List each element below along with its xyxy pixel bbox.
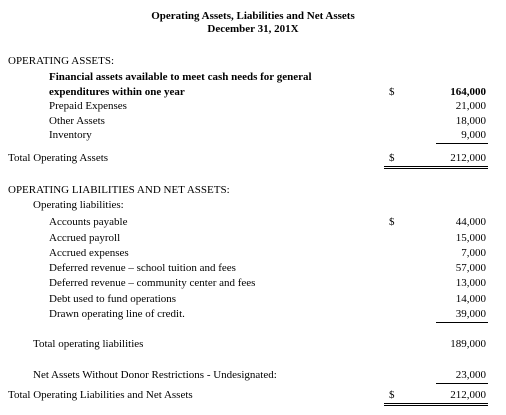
- grand-total-double-underline: [384, 401, 488, 406]
- total-assets-double-underline: [384, 164, 488, 169]
- liability-item-label: Deferred revenue – community center and fees: [49, 277, 256, 289]
- total-assets-dollar-sign: $: [389, 152, 395, 164]
- prepaid-expenses-label: Prepaid Expenses: [49, 100, 127, 112]
- report-date: December 31, 201X: [207, 23, 299, 35]
- inventory-underline: [436, 143, 488, 144]
- report-title: Operating Assets, Liabilities and Net Assets: [151, 10, 355, 22]
- liability-item-value: 57,000: [455, 262, 486, 274]
- liabilities-heading: OPERATING LIABILITIES AND NET ASSETS:: [8, 184, 230, 196]
- liability-item-value: 44,000: [455, 216, 486, 228]
- grand-total-value: 212,000: [450, 389, 486, 401]
- financial-assets-value: 164,000: [450, 86, 486, 98]
- liability-item-label: Drawn operating line of credit.: [49, 308, 185, 320]
- liability-item-value: 15,000: [455, 232, 486, 244]
- liability-item-label: Debt used to fund operations: [49, 293, 177, 305]
- liability-item-label: Accrued expenses: [49, 247, 129, 259]
- net-assets-value: 23,000: [455, 369, 486, 381]
- liability-item-value: 7,000: [461, 247, 486, 259]
- assets-heading: OPERATING ASSETS:: [8, 55, 115, 67]
- other-assets-label: Other Assets: [49, 115, 105, 127]
- grand-total-dollar-sign: $: [389, 389, 395, 401]
- financial-assets-label-line2: expenditures within one year: [49, 86, 185, 98]
- operating-liabilities-subheading: Operating liabilities:: [33, 199, 124, 211]
- inventory-label: Inventory: [49, 129, 92, 141]
- total-operating-assets-value: 212,000: [450, 152, 486, 164]
- liabilities-underline: [436, 322, 488, 323]
- liability-item-label: Accrued payroll: [49, 232, 121, 244]
- prepaid-expenses-value: 21,000: [455, 100, 486, 112]
- net-assets-label: Net Assets Without Donor Restrictions - Undesignated:: [33, 369, 277, 381]
- inventory-value: 9,000: [461, 129, 486, 141]
- grand-total-label: Total Operating Liabilities and Net Assets: [8, 389, 193, 401]
- liability-item-value: 14,000: [455, 293, 486, 305]
- financial-assets-dollar-sign: $: [389, 86, 395, 98]
- liability-item-value: 39,000: [455, 308, 486, 320]
- financial-assets-label-line1: Financial assets available to meet cash needs for general: [49, 71, 312, 83]
- total-operating-liabilities-label: Total operating liabilities: [33, 338, 144, 350]
- liability-item-label: Deferred revenue – school tuition and fees: [49, 262, 236, 274]
- total-operating-assets-label: Total Operating Assets: [8, 152, 109, 164]
- liability-item-label: Accounts payable: [49, 216, 128, 228]
- total-operating-liabilities-value: 189,000: [450, 338, 486, 350]
- liabilities-dollar-sign: $: [389, 216, 395, 228]
- other-assets-value: 18,000: [455, 115, 486, 127]
- net-assets-underline: [436, 383, 488, 384]
- liability-item-value: 13,000: [455, 277, 486, 289]
